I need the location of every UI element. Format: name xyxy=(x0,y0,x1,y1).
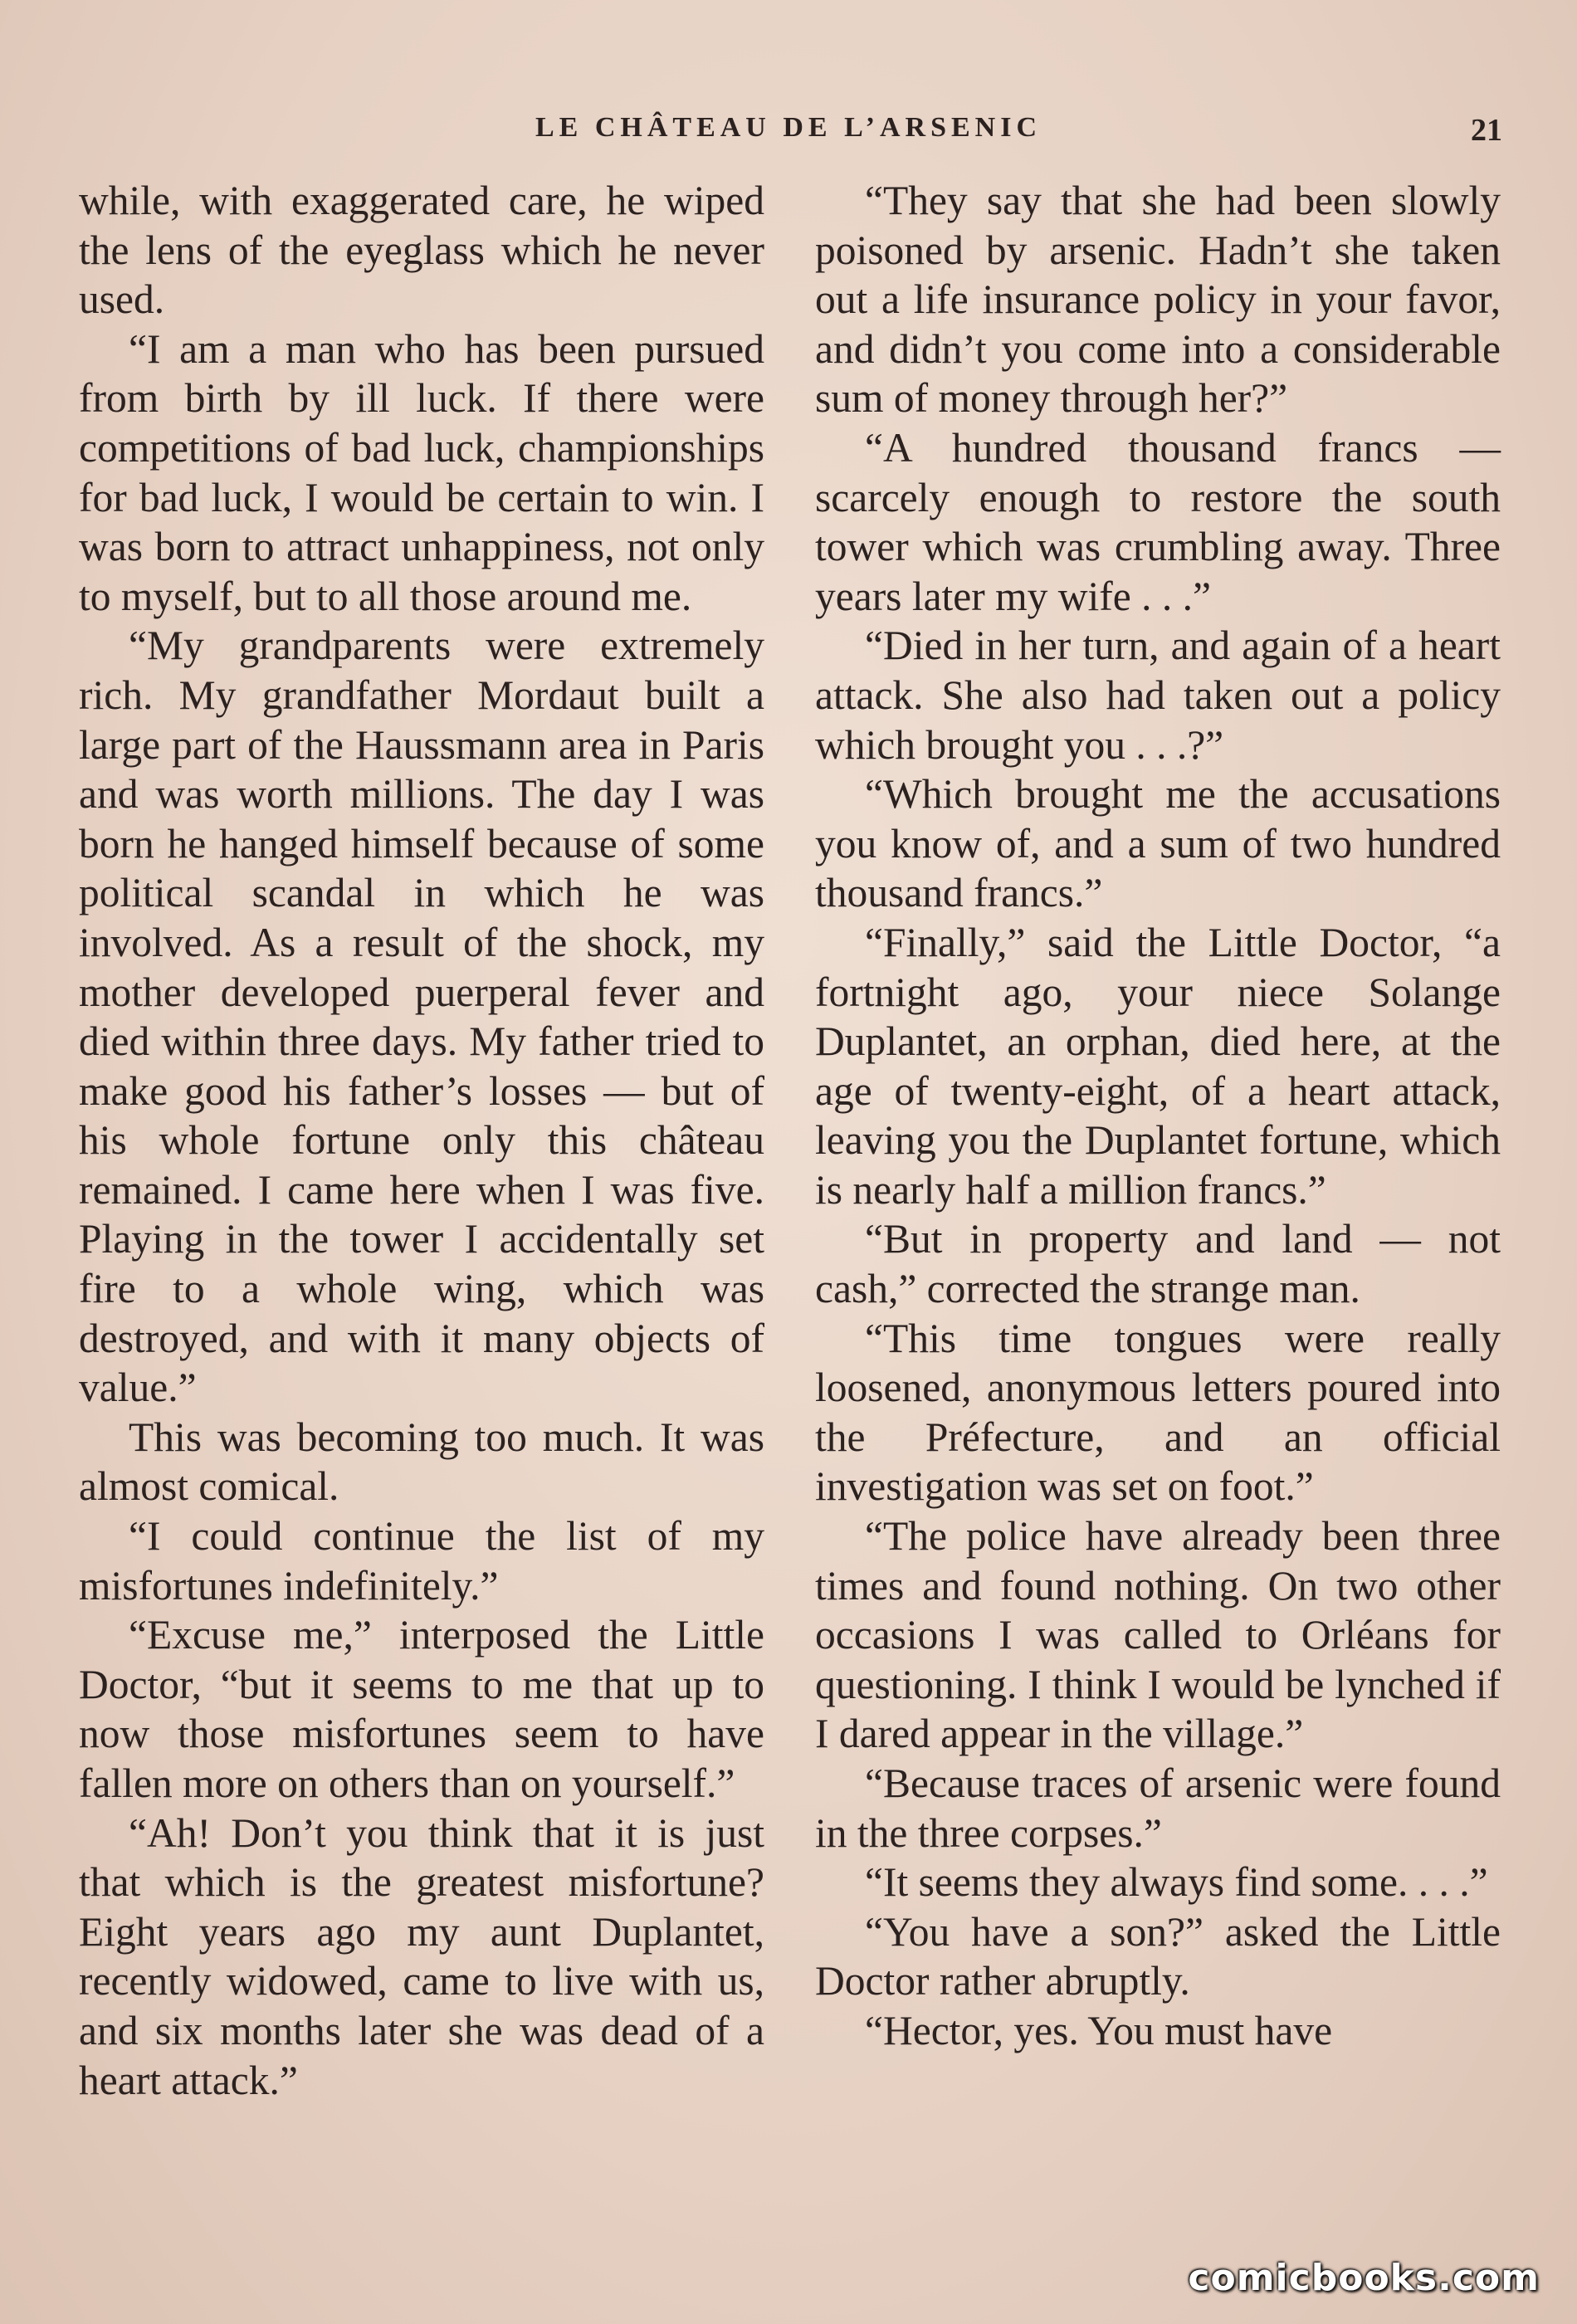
paragraph: “A hundred thousand francs — scarcely enough to restore the south tower which was crumbling away. Three years later my wife . . .” xyxy=(815,424,1501,619)
paragraph: “Because traces of arsenic were found in the three corpses.” xyxy=(815,1760,1501,1856)
paragraph: “Which brought me the accusations you know of, and a sum of two hundred thousand francs.” xyxy=(815,771,1501,916)
paragraph: “I could continue the list of my misfortunes indefinitely.” xyxy=(79,1513,764,1609)
left-column xyxy=(79,176,764,2105)
running-title: LE CHÂTEAU DE L’ARSENIC xyxy=(535,112,1042,143)
paragraph: “Finally,” said the Little Doctor, “a fortnight ago, your niece Solange Duplantet, an orphan, died here, at the age of twenty-eight, of a heart attack, leaving you the Duplantet fortune, which is nearly half a million francs.” xyxy=(815,919,1501,1213)
paragraph: “It seems they always find some. . . .” xyxy=(865,1859,1488,1906)
paragraph: “Hector, yes. You must have xyxy=(865,2007,1333,2053)
paragraph: “My grandparents were extremely rich. My grandfather Mordaut built a large part of the Haussmann area in Paris and was worth millions. The day I was born he hanged himself because of some political scandal in which he was involved. As a result of the shock, my mother developed puerperal fever and died within three days. My father tried to make good his father’s losses — but of his whole fortune only this château remained. I came here when I was five. Playing in the tower I accidentally set fire to a whole wing, which was destroyed, and with it many objects of value.” xyxy=(79,622,764,1411)
paragraph: “The police have already been three times and found nothing. On two other occasions I was called to Orléans for questioning. I think I would be lynched if I dared appear in the village.” xyxy=(815,1513,1501,1757)
right-column xyxy=(815,176,1501,2056)
paragraph: “Excuse me,” interposed the Little Doctor, “but it seems to me that up to now those misfortunes seem to have fallen more on others than on yourself.” xyxy=(79,1612,764,1806)
paragraph: “They say that she had been slowly poisoned by arsenic. Hadn’t she taken out a life insurance policy in your favor, and didn’t you come into a considerable sum of money through her?” xyxy=(815,178,1501,422)
paragraph: “Ah! Don’t you think that it is just that which is the greatest misfortune? Eight years ago my aunt Duplantet, recently widowed, came to live with us, and six months later she was dead of a heart attack.” xyxy=(79,1809,764,2103)
paragraph: This was becoming too much. It was almost comical. xyxy=(79,1413,764,1510)
paragraph: “I am a man who has been pursued from birth by ill luck. If there were competitions of bad luck, championships for bad luck, I would be certain to win. I was born to attract unhappiness, not only to myself, but to all those around me. xyxy=(79,325,764,619)
paragraph: while, with exaggerated care, he wiped the lens of the eyeglass which he never used. xyxy=(79,178,764,323)
paragraph: “You have a son?” asked the Little Doctor rather abruptly. xyxy=(815,1908,1501,2004)
paragraph: “But in property and land — not cash,” corrected the strange man. xyxy=(815,1216,1501,1312)
paragraph: “This time tongues were really loosened, anonymous letters poured into the Préfecture, and an official investigation was set on foot.” xyxy=(815,1315,1501,1510)
paragraph: “Died in her turn, and again of a heart attack. She also had taken out a policy which brought you . . .?” xyxy=(815,622,1501,768)
page-number: 21 xyxy=(1471,113,1502,148)
running-head xyxy=(75,112,1502,154)
site-watermark: comicbooks.com xyxy=(1188,2257,1540,2299)
